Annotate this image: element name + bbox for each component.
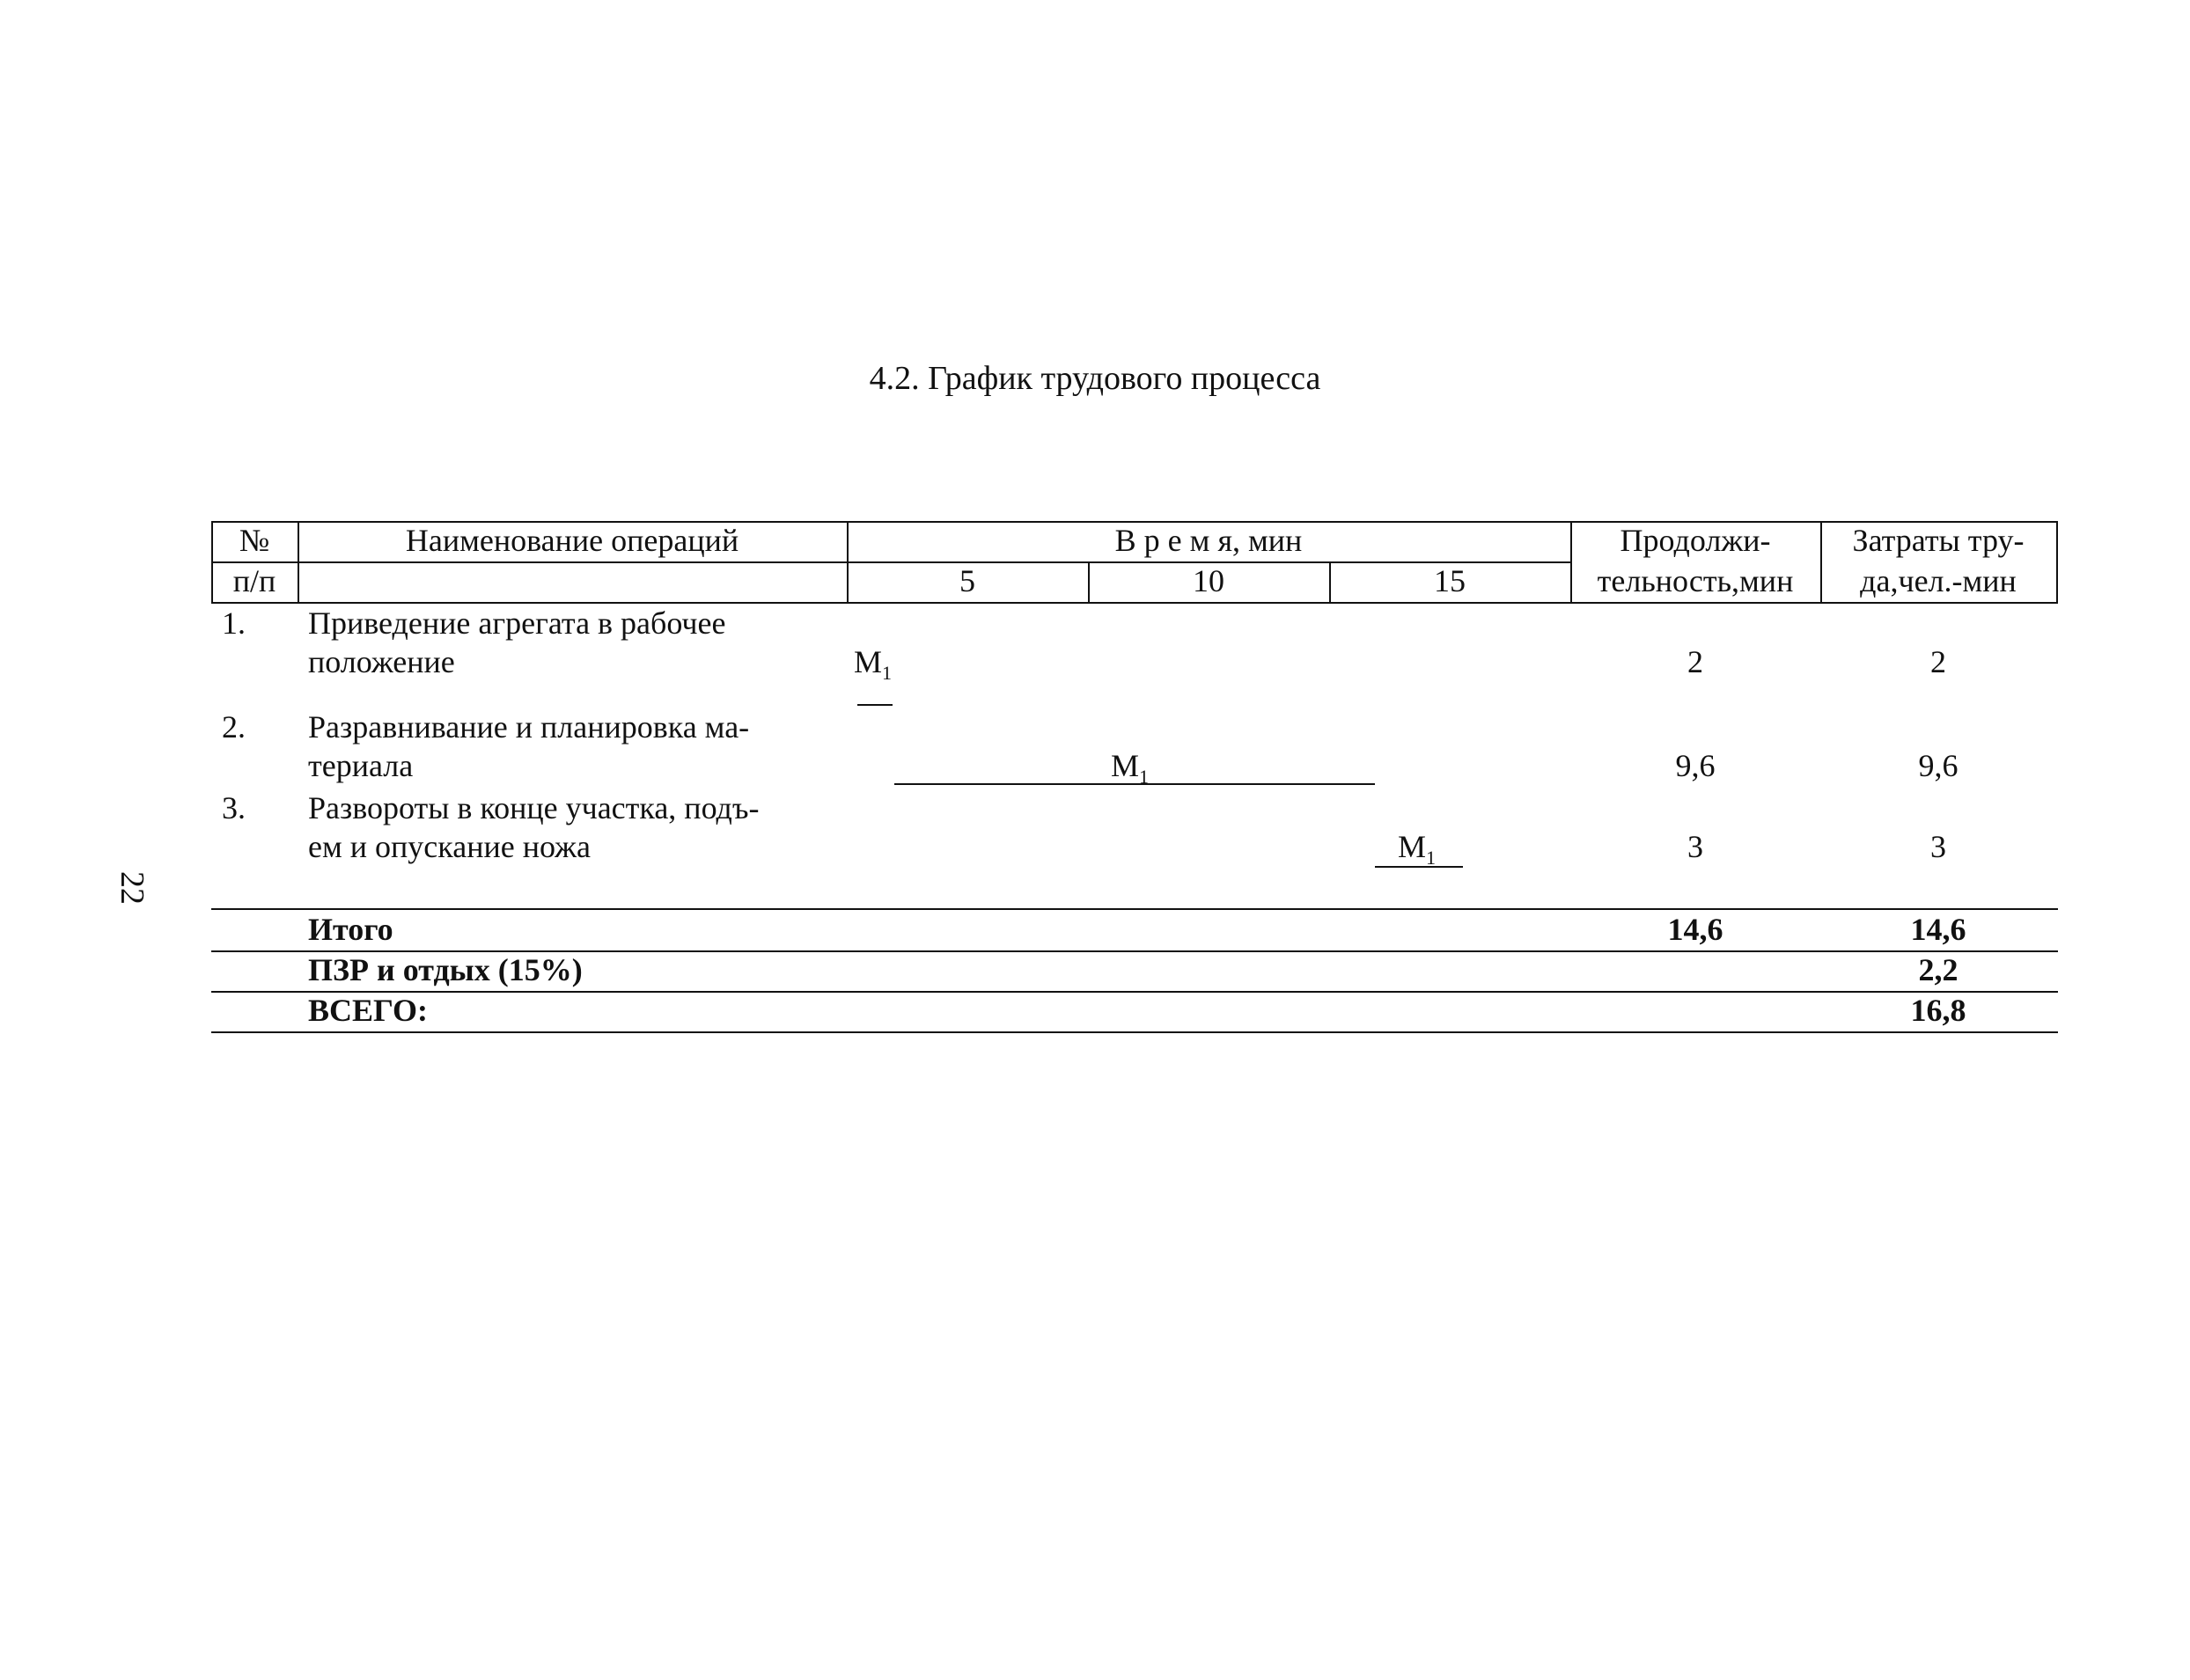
row-num: 3. (222, 790, 246, 825)
header-labor-l2: да,чел.-мин (1860, 563, 2017, 598)
operation-name-line2: положение (308, 644, 455, 679)
labor-value: 3 (1930, 829, 1946, 864)
header-duration-l2: тельность,мин (1597, 563, 1794, 598)
time-tick-10: 10 (1193, 563, 1224, 598)
row-num: 1. (222, 605, 246, 641)
vsego-label: ВСЕГО: (308, 993, 429, 1028)
operation-name-line2: ем и опускание ножа (308, 829, 591, 864)
vsego-top-border (211, 991, 2058, 993)
operation-name-line1: Приведение агрегата в рабочее (308, 605, 726, 641)
header-duration-l1: Продолжи- (1620, 523, 1771, 558)
labor-value: 9,6 (1918, 748, 1959, 783)
row-num: 2. (222, 709, 246, 745)
col-border (2056, 521, 2058, 603)
header-time: В р е м я, мин (1114, 523, 1303, 558)
page-number: 22 (114, 871, 151, 905)
time-tick-5: 5 (959, 563, 975, 598)
itogo-duration: 14,6 (1667, 912, 1723, 947)
header-num-top: № (239, 523, 270, 558)
pzr-label: ПЗР и отдых (15%) (308, 952, 583, 987)
itogo-label: Итого (308, 912, 393, 947)
gantt-bar (857, 704, 893, 706)
gantt-bar (894, 783, 1375, 785)
operation-name-line1: Развороты в конце участка, подъ- (308, 790, 760, 825)
table-bottom-border (211, 1031, 2058, 1033)
operation-name-line1: Разравнивание и планировка ма- (308, 709, 750, 745)
pzr-labor: 2,2 (1918, 952, 1959, 987)
header-operation: Наименование операций (405, 523, 739, 558)
header-labor-l1: Затраты тру- (1852, 523, 2025, 558)
duration-value: 9,6 (1675, 748, 1716, 783)
labor-value: 2 (1930, 644, 1946, 679)
operation-name-line2: териала (308, 748, 414, 783)
worker-label: $М_1$ (1111, 748, 1150, 789)
vsego-labor: 16,8 (1910, 993, 1966, 1028)
duration-value: 3 (1687, 829, 1703, 864)
duration-value: 2 (1687, 644, 1703, 679)
time-tick-15: 15 (1434, 563, 1466, 598)
worker-label: $М_1$ (1398, 829, 1437, 869)
header-num-bottom: п/п (232, 563, 276, 598)
page-title: 4.2. График трудового процесса (869, 360, 1321, 397)
worker-label: $М_1$ (854, 644, 893, 685)
gantt-bar (1375, 866, 1463, 868)
itogo-labor: 14,6 (1910, 912, 1966, 947)
